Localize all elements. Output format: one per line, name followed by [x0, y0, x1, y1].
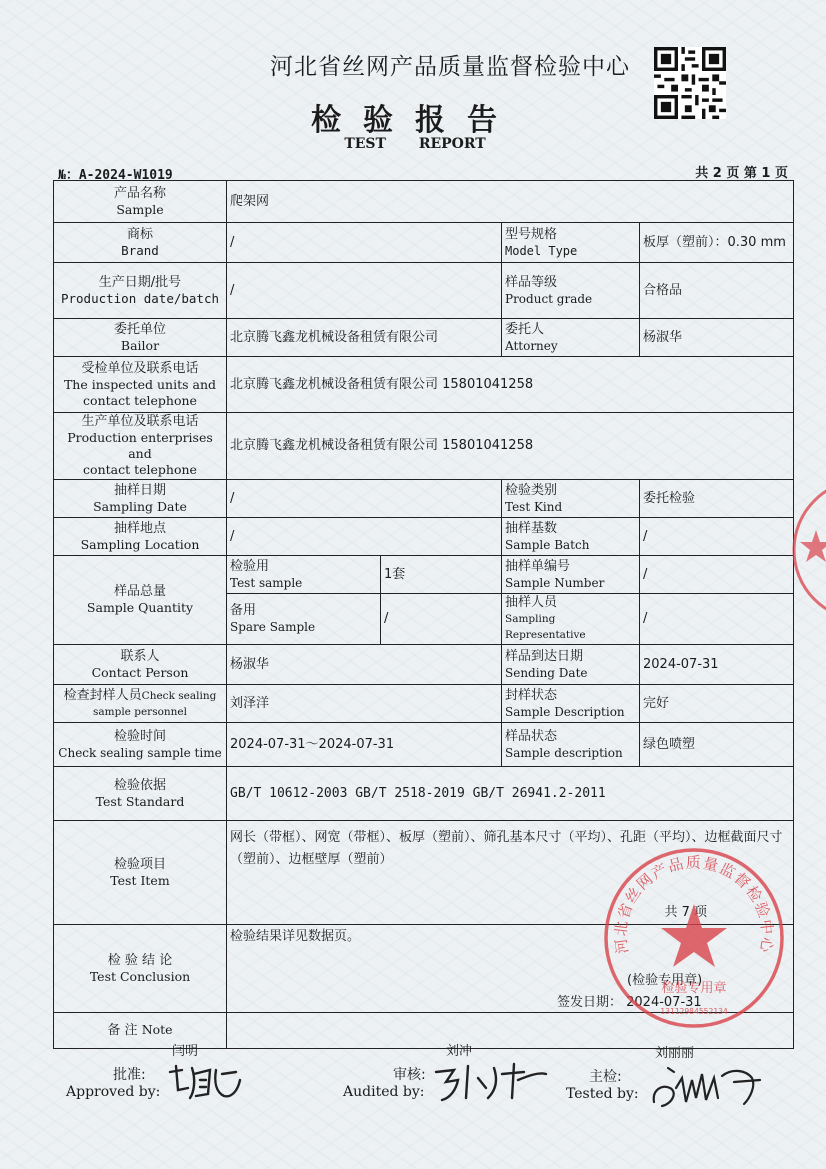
- test-kind-value: 委托检验: [640, 480, 794, 518]
- sampling-rep-value: /: [640, 594, 794, 645]
- row-bailor: [54, 319, 794, 357]
- sample-value: 爬架网: [227, 181, 794, 223]
- model-type-label: 型号规格 Model Type: [502, 223, 640, 263]
- cross-page-seal: [792, 470, 826, 630]
- product-grade-label: 样品等级 Product grade: [502, 263, 640, 319]
- report-number: №：A-2024-W1019: [58, 168, 173, 183]
- sampling-location-label: 抽样地点 Sampling Location: [54, 518, 227, 556]
- tester-printed-name: 刘丽丽: [655, 1046, 695, 1061]
- approver-printed-name: 闫明: [172, 1044, 199, 1059]
- sending-date-label: 样品到达日期 Sending Date: [502, 645, 640, 685]
- seal-status-label: 封样状态 Sample Description: [502, 685, 640, 723]
- approver-signature: [166, 1060, 246, 1104]
- row-check-time: [54, 723, 794, 767]
- row-sampling-date: [54, 480, 794, 518]
- test-sample-label: 检验用 Test sample: [227, 556, 381, 594]
- auditor-printed-name: 刘冲: [446, 1044, 473, 1059]
- sample-batch-label: 抽样基数 Sample Batch: [502, 518, 640, 556]
- production-date-label: 生产日期/批号 Production date/batch: [54, 263, 227, 319]
- sample-number-value: /: [640, 556, 794, 594]
- seal-status-value: 完好: [640, 685, 794, 723]
- seal-serial: 13112984552134: [660, 1007, 728, 1016]
- inspected-units-value: 北京腾飞鑫龙机械设备租赁有限公司 15801041258: [227, 357, 794, 413]
- official-seal: [598, 842, 790, 1034]
- sealing-personnel-value: 刘泽洋: [227, 685, 502, 723]
- report-subtitle: TEST REPORT: [344, 136, 486, 152]
- row-sealing-personnel: [54, 685, 794, 723]
- production-enterprises-value: 北京腾飞鑫龙机械设备租赁有限公司 15801041258: [227, 413, 794, 480]
- report-title: 检验报告: [311, 103, 519, 138]
- test-standard-label: 检验依据 Test Standard: [54, 767, 227, 821]
- tester-label-cn: 主检:: [589, 1069, 622, 1085]
- sample-state-label: 样品状态 Sample description: [502, 723, 640, 767]
- sealing-personnel-label: 检查封样人员Check sealing sample personnel: [54, 685, 227, 723]
- note-label: 备 注 Note: [54, 1013, 227, 1049]
- contact-person-label: 联系人 Contact Person: [54, 645, 227, 685]
- sample-batch-value: /: [640, 518, 794, 556]
- sample-label: 产品名称 Sample: [54, 181, 227, 223]
- row-production-enterprises: [54, 413, 794, 480]
- page-info: 共 2 页 第 1 页: [695, 166, 788, 181]
- production-date-value: /: [227, 263, 502, 319]
- row-production-date: [54, 263, 794, 319]
- test-item-label: 检验项目 Test Item: [54, 821, 227, 925]
- bailor-label: 委托单位 Bailor: [54, 319, 227, 357]
- sample-state-value: 绿色喷塑: [640, 723, 794, 767]
- tester-label-en: Tested by:: [566, 1086, 639, 1102]
- test-item-value: 网长（带框）、网宽（带框）、板厚（塑前）、筛孔基本尺寸（平均）、孔距（平均）、边框截面尺寸（塑前）、边框壁厚（塑前）: [230, 830, 783, 867]
- production-enterprises-label: 生产单位及联系电话 Production enterprises and contact telephone: [54, 413, 227, 480]
- spare-sample-value: /: [381, 594, 502, 645]
- tester-signature: [648, 1058, 766, 1118]
- conclusion-value: 检验结果详见数据页。: [230, 929, 361, 944]
- sample-number-label: 抽样单编号 Sample Number: [502, 556, 640, 594]
- row-contact-person: [54, 645, 794, 685]
- qr-code-icon: [654, 47, 726, 119]
- test-sample-value: 1套: [381, 556, 502, 594]
- stamp-note: (检验专用章): [627, 973, 703, 988]
- seal-star-icon: [661, 904, 727, 967]
- approver-label-en: Approved by:: [66, 1084, 161, 1100]
- organization-name: 河北省丝网产品质量监督检验中心: [270, 54, 630, 80]
- test-standard-value: GB/T 10612-2003 GB/T 2518-2019 GB/T 26941.2-2011: [227, 767, 794, 821]
- approver-label-cn: 批准:: [113, 1067, 146, 1083]
- sending-date-value: 2024-07-31: [640, 645, 794, 685]
- check-time-label: 检验时间 Check sealing sample time: [54, 723, 227, 767]
- test-item-count: 共 7 项: [664, 905, 708, 920]
- attorney-label: 委托人 Attorney: [502, 319, 640, 357]
- row-sample: [54, 181, 794, 223]
- auditor-label-cn: 审核:: [393, 1067, 426, 1083]
- row-test-standard: [54, 767, 794, 821]
- row-sampling-location: [54, 518, 794, 556]
- seal-center-text: 检验专用章: [661, 981, 727, 996]
- sampling-date-value: /: [227, 480, 502, 518]
- auditor-label-en: Audited by:: [343, 1084, 425, 1100]
- product-grade-value: 合格品: [640, 263, 794, 319]
- attorney-value: 杨淑华: [640, 319, 794, 357]
- seal-text: 河北省丝网产品质量监督检验中心: [611, 853, 777, 955]
- brand-value: /: [227, 223, 502, 263]
- contact-person-value: 杨淑华: [227, 645, 502, 685]
- model-type-value: 板厚（塑前）：0.30 mm: [640, 223, 794, 263]
- row-inspected-units: [54, 357, 794, 413]
- issue-date: 签发日期： 2024-07-31: [557, 995, 702, 1010]
- sampling-date-label: 抽样日期 Sampling Date: [54, 480, 227, 518]
- bailor-value: 北京腾飞鑫龙机械设备租赁有限公司: [227, 319, 502, 357]
- sampling-location-value: /: [227, 518, 502, 556]
- check-time-value: 2024-07-31～2024-07-31: [227, 723, 502, 767]
- inspected-units-label: 受检单位及联系电话 The inspected units and contact telephone: [54, 357, 227, 413]
- sampling-rep-label: 抽样人员 Sampling Representative: [502, 594, 640, 645]
- brand-label: 商标 Brand: [54, 223, 227, 263]
- row-test-sample: [54, 556, 794, 594]
- conclusion-label: 检 验 结 论 Test Conclusion: [54, 925, 227, 1013]
- test-kind-label: 检验类别 Test Kind: [502, 480, 640, 518]
- spare-sample-label: 备用 Spare Sample: [227, 594, 381, 645]
- auditor-signature: [428, 1058, 550, 1104]
- row-brand: [54, 223, 794, 263]
- sample-quantity-label: 样品总量 Sample Quantity: [54, 556, 227, 645]
